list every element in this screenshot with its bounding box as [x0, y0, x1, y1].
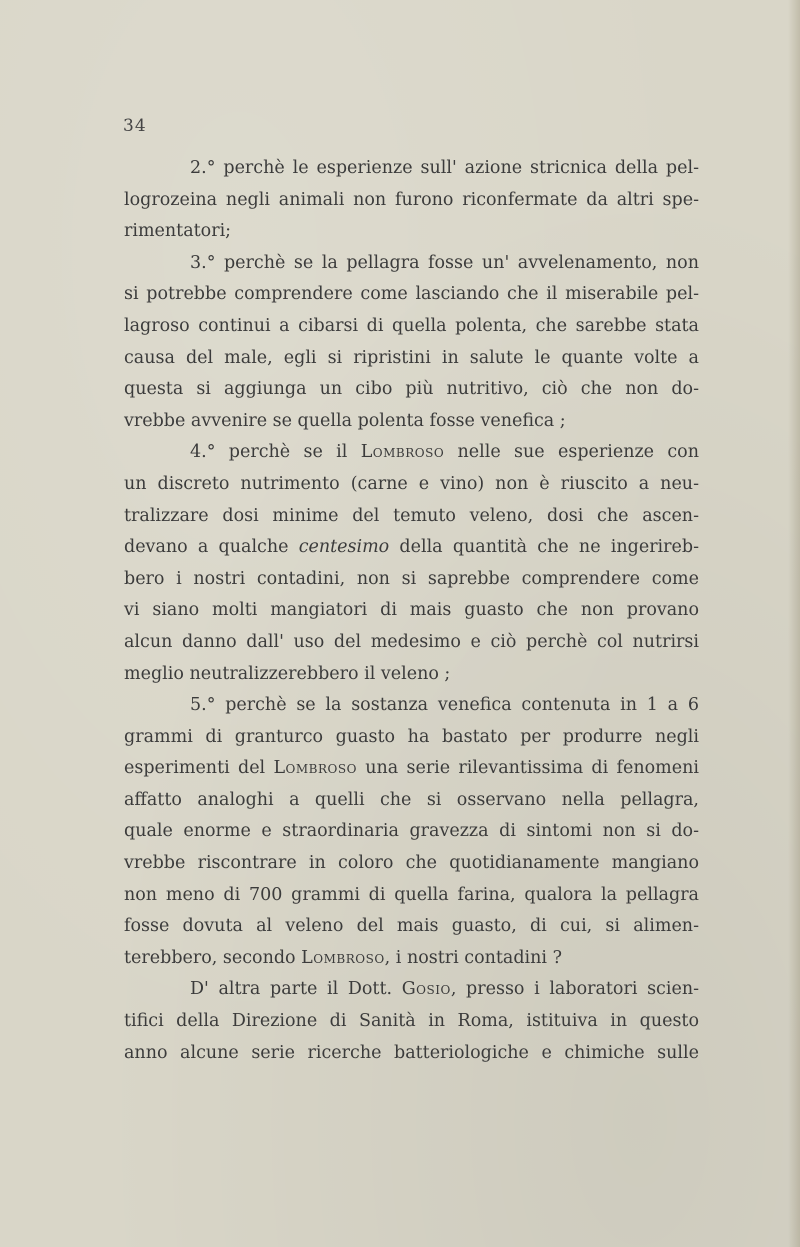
page-number: 34	[123, 116, 147, 136]
text-segment: questa si aggiunga un cibo più nutritivo, ciò che non do-	[124, 379, 699, 400]
text-line	[124, 406, 699, 438]
text-line	[124, 848, 699, 880]
page-edge-shadow	[788, 0, 800, 1247]
text-line	[124, 690, 699, 722]
text-segment: fosse dovuta al veleno del mais guasto, di cui, si alimen-	[124, 916, 699, 937]
author-name: Lombroso	[360, 442, 445, 463]
text-line	[124, 248, 699, 280]
text-line	[124, 437, 699, 469]
text-segment: , presso i laboratori scien-	[450, 979, 699, 1000]
text-segment: meglio neutralizzerebbero il veleno ;	[124, 663, 451, 684]
text-segment: rimentatori;	[124, 221, 232, 242]
text-segment: una serie rilevantissima di fenomeni	[356, 758, 699, 779]
text-segment: tralizzare dosi minime del temuto veleno, dosi che ascen-	[124, 505, 699, 526]
text-line	[124, 595, 699, 627]
text-line	[124, 153, 699, 185]
text-segment: alcun danno dall' uso del medesimo e ciò perchè col nutrirsi	[124, 631, 699, 652]
text-segment: grammi di granturco guasto ha bastato per produrre negli	[124, 726, 699, 747]
body-text	[124, 153, 699, 1069]
text-segment: terebbero, secondo	[124, 947, 302, 968]
author-name: Gosio	[401, 979, 451, 1000]
text-line	[124, 501, 699, 533]
author-name: Lombroso	[301, 947, 385, 968]
text-line	[124, 785, 699, 817]
text-line	[124, 311, 699, 343]
author-name: Lombroso	[273, 758, 357, 779]
text-line	[124, 880, 699, 912]
text-segment: nelle sue esperienze con	[444, 442, 699, 463]
text-line	[124, 216, 699, 248]
text-line	[124, 1006, 699, 1038]
text-line	[124, 185, 699, 217]
text-segment: 4.° perchè se il	[190, 442, 361, 463]
text-segment: quale enorme e straordinaria gravezza di sintomi non si do-	[124, 821, 699, 842]
text-segment: vi siano molti mangiatori di mais guasto che non provano	[124, 600, 699, 621]
text-segment: , i nostri contadini ?	[384, 947, 562, 968]
text-segment: un discreto nutrimento (carne e vino) non è riuscito a neu-	[124, 473, 699, 494]
text-line	[124, 816, 699, 848]
text-segment: lagroso continui a cibarsi di quella polenta, che sarebbe stata	[124, 315, 699, 336]
text-segment: si potrebbe comprendere come lasciando che il miserabile pel-	[124, 284, 699, 305]
text-line	[124, 532, 699, 564]
text-segment: esperimenti del	[124, 758, 274, 779]
text-line	[124, 374, 699, 406]
text-segment: D' altra parte il Dott.	[190, 979, 402, 1000]
italic-word: centesimo	[298, 537, 390, 558]
text-line	[124, 659, 699, 691]
text-line	[124, 943, 699, 975]
text-line	[124, 753, 699, 785]
text-line	[124, 1038, 699, 1070]
text-segment: della quantità che ne ingerireb-	[389, 537, 699, 558]
text-segment: causa del male, egli si ripristini in salute le quante volte a	[124, 347, 699, 368]
text-line	[124, 469, 699, 501]
text-line	[124, 722, 699, 754]
text-segment: 5.° perchè se la sostanza venefica contenuta in 1 a 6	[190, 695, 699, 716]
text-line	[124, 974, 699, 1006]
text-line	[124, 911, 699, 943]
text-line	[124, 343, 699, 375]
text-line	[124, 627, 699, 659]
text-segment: logrozeina negli animali non furono riconfermate da altri spe-	[124, 189, 699, 210]
text-segment: tifici della Direzione di Sanità in Roma, istituiva in questo	[124, 1011, 699, 1032]
text-segment: anno alcune serie ricerche batteriologiche e chimiche sulle	[124, 1042, 699, 1063]
text-segment: non meno di 700 grammi di quella farina, qualora la pellagra	[124, 884, 699, 905]
text-line	[124, 564, 699, 596]
text-segment: vrebbe avvenire se quella polenta fosse venefica ;	[124, 410, 566, 431]
text-segment: 3.° perchè se la pellagra fosse un' avvelenamento, non	[190, 252, 699, 273]
text-line	[124, 279, 699, 311]
text-segment: bero i nostri contadini, non si saprebbe comprendere come	[124, 568, 699, 589]
text-segment: vrebbe riscontrare in coloro che quotidianamente mangiano	[124, 853, 699, 874]
text-segment: devano a qualche	[124, 537, 299, 558]
text-segment: 2.° perchè le esperienze sull' azione stricnica della pel-	[190, 158, 699, 178]
text-segment: affatto analoghi a quelli che si osservano nella pellagra,	[124, 789, 699, 810]
